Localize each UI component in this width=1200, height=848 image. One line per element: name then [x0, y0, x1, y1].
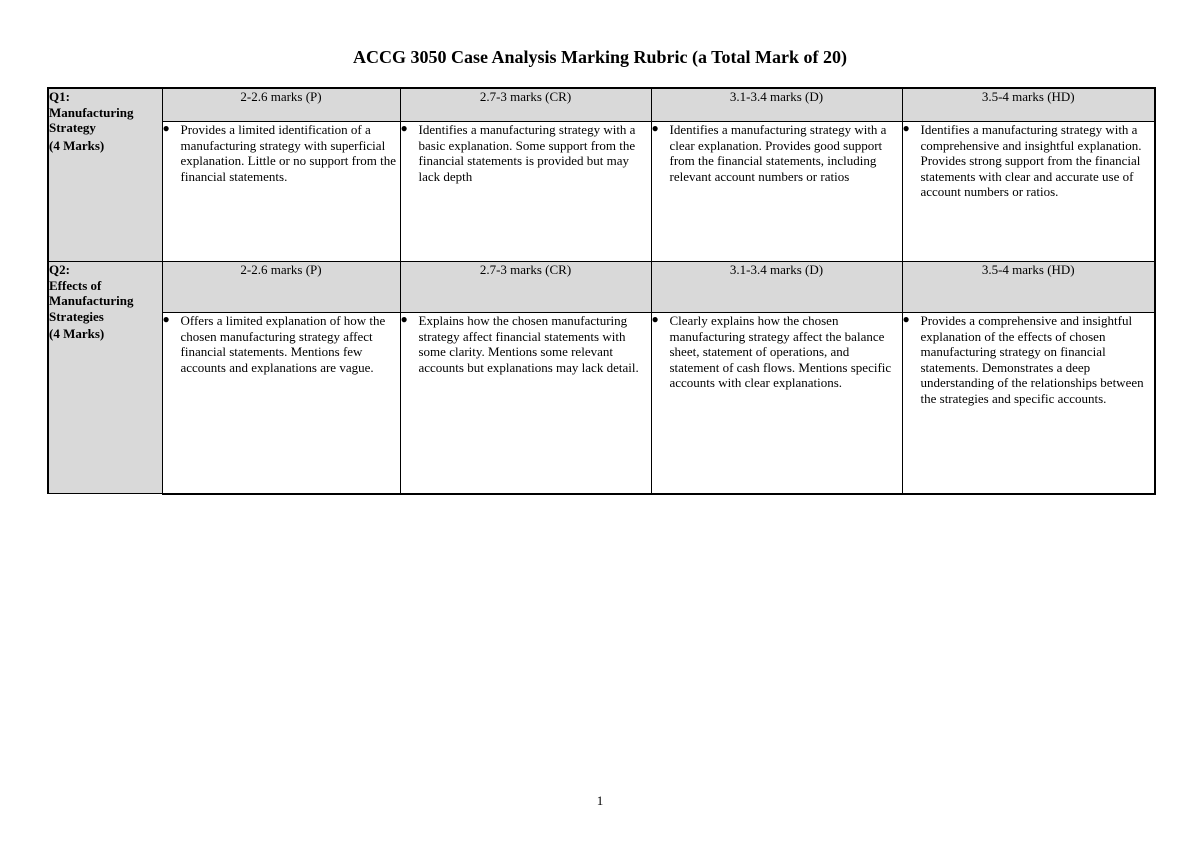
- list-item: [652, 313, 902, 391]
- description-text: Offers a limited explanation of how the chosen manufacturing strategy affect financial statements. Mentions few accounts and explanations are vague.: [180, 313, 386, 375]
- list-item: [163, 313, 400, 375]
- q2-grade-cr-label: 2.7-3 marks (CR): [400, 262, 651, 313]
- q1-grade-cr-label: 2.7-3 marks (CR): [400, 88, 651, 122]
- q2-grade-d-description: [651, 313, 902, 494]
- description-text: Explains how the chosen manufacturing strategy affect financial statements with some clarity. Mentions some relevant accounts but explanations may lack detail.: [418, 313, 639, 375]
- description-text: Provides a limited identification of a manufacturing strategy with superficial explanation. Little or no support from the financial statements.: [180, 122, 397, 184]
- list-item: [401, 313, 651, 375]
- description-text: Identifies a manufacturing strategy with a comprehensive and insightful explanation. Provides strong support from the financial statements with clear and accurate use of account numbers or ratios.: [920, 122, 1142, 199]
- list-item: [401, 122, 651, 184]
- description-text: Provides a comprehensive and insightful explanation of the effects of chosen manufacturing strategy on financial statements. Demonstrates a deep understanding of the relationships between the strategies and specific accounts.: [920, 313, 1144, 406]
- q2-number: Q2:: [49, 262, 70, 277]
- list-item: [652, 122, 902, 184]
- bullet-icon: ●: [162, 121, 170, 135]
- bullet-icon: ●: [400, 121, 408, 135]
- q2-name: Effects of Manufacturing Strategies: [49, 277, 134, 324]
- q1-name: Manufacturing Strategy: [49, 104, 134, 135]
- q2-description-row: [48, 313, 1155, 494]
- list-item: [903, 122, 1155, 200]
- bullet-icon: ●: [400, 312, 408, 326]
- list-item: [163, 122, 400, 184]
- list-item: [903, 313, 1155, 406]
- page-number: 1: [596, 793, 604, 808]
- q1-grade-header-row: [48, 88, 1155, 122]
- q1-grade-p-label: 2-2.6 marks (P): [162, 88, 400, 122]
- q2-grade-hd-description: [902, 313, 1155, 494]
- q2-marks: (4 Marks): [49, 326, 105, 341]
- q1-grade-cr-description: [400, 122, 651, 262]
- description-text: Identifies a manufacturing strategy with a basic explanation. Some support from the financial statements is provided but may lack depth: [418, 122, 636, 184]
- q1-number: Q1:: [49, 89, 70, 104]
- q1-question-cell: [48, 88, 162, 262]
- q1-grade-hd-label: 3.5-4 marks (HD): [902, 88, 1155, 122]
- q2-grade-d-label: 3.1-3.4 marks (D): [651, 262, 902, 313]
- bullet-icon: ●: [651, 312, 659, 326]
- q1-marks: (4 Marks): [49, 137, 105, 153]
- q1-description-row: [48, 122, 1155, 262]
- q1-grade-d-description: [651, 122, 902, 262]
- description-text: Clearly explains how the chosen manufacturing strategy affect the balance sheet, statement of operations, and statement of cash flows. Mentions specific accounts with clear explanations.: [669, 313, 892, 390]
- rubric-table: [47, 87, 1156, 495]
- bullet-icon: ●: [902, 121, 910, 135]
- q2-grade-cr-description: [400, 313, 651, 494]
- q2-grade-hd-label: 3.5-4 marks (HD): [902, 262, 1155, 313]
- q1-grade-hd-description: [902, 122, 1155, 262]
- bullet-icon: ●: [162, 312, 170, 326]
- q1-grade-p-description: [162, 122, 400, 262]
- q2-grade-p-label: 2-2.6 marks (P): [162, 262, 400, 313]
- q2-question-cell: [48, 262, 162, 494]
- q1-grade-d-label: 3.1-3.4 marks (D): [651, 88, 902, 122]
- description-text: Identifies a manufacturing strategy with a clear explanation. Provides good support from the financial statements, including relevant account numbers or ratios: [669, 122, 887, 184]
- q2-grade-p-description: [162, 313, 400, 494]
- bullet-icon: ●: [651, 121, 659, 135]
- q2-grade-header-row: [48, 262, 1155, 313]
- document-title: ACCG 3050 Case Analysis Marking Rubric (a Total Mark of 20): [352, 47, 847, 67]
- bullet-icon: ●: [902, 312, 910, 326]
